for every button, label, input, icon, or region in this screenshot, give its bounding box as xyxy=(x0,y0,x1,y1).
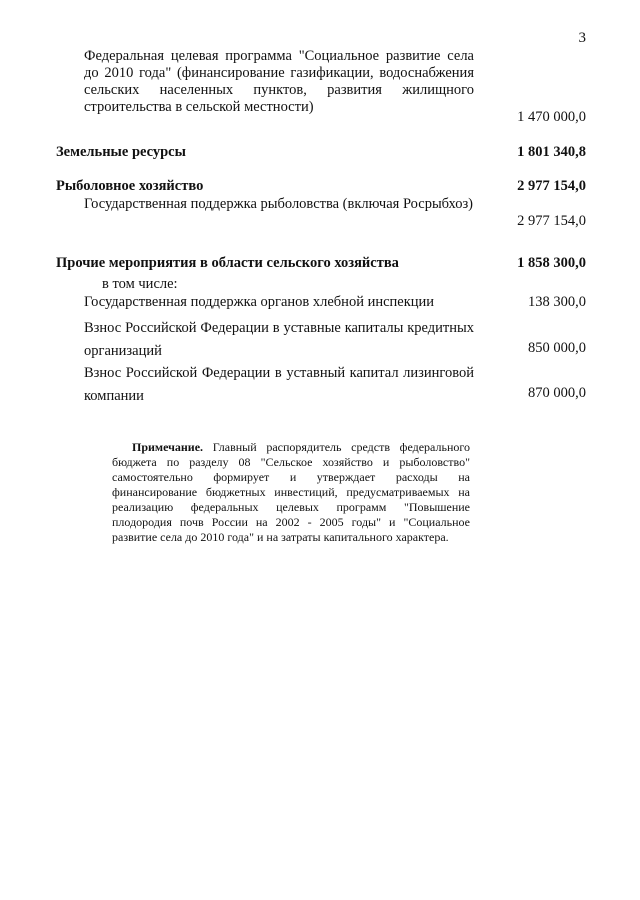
other-sub2-amount: 850 000,0 xyxy=(528,340,586,356)
fcp-rural-text: Федеральная целевая программа "Социальное развитие села до 2010 года" (финансирование газификации, водоснабжения сельских населенных пунктов, развития жилищного строительства в сельской местности) xyxy=(84,48,474,115)
other-sub1-amount: 138 300,0 xyxy=(528,294,586,310)
including-label: в том числе: xyxy=(102,276,178,292)
other-amount: 1 858 300,0 xyxy=(517,255,586,271)
fcp-rural-amount: 1 470 000,0 xyxy=(517,109,586,125)
fishery-title: Рыболовное хозяйство xyxy=(56,178,204,194)
note-text: Главный распорядитель средств федерального бюджета по разделу 08 "Сельское хозяйство и рыболовство" самостоятельно формирует и утверждает расходы на финансирование бюджетных инвестиций, предусматриваемых на реализацию федеральных целевых программ "Повышение плодородия почв России на 2002 - 2005 годы" и "Социальное развитие села до 2010 года" и на затраты капитального характера. xyxy=(112,440,470,544)
fishery-amount: 2 977 154,0 xyxy=(517,178,586,194)
page-number: 3 xyxy=(578,30,586,46)
land-title: Земельные ресурсы xyxy=(56,144,186,160)
note xyxy=(112,440,470,545)
other-sub2-text: Взнос Российской Федерации в уставные капиталы кредитных организаций xyxy=(84,320,474,359)
fishery-sub-amount: 2 977 154,0 xyxy=(517,213,586,229)
other-sub3-amount: 870 000,0 xyxy=(528,385,586,401)
other-sub1-text: Государственная поддержка органов хлебной инспекции xyxy=(84,294,435,310)
other-sub3-text: Взнос Российской Федерации в уставный капитал лизинговой компании xyxy=(84,365,474,404)
land-amount: 1 801 340,8 xyxy=(517,144,586,160)
other-title: Прочие мероприятия в области сельского хозяйства xyxy=(56,255,399,271)
fishery-sub-text: Государственная поддержка рыболовства (включая Росрыбхоз) xyxy=(84,196,474,212)
note-label: Примечание. xyxy=(132,440,204,454)
